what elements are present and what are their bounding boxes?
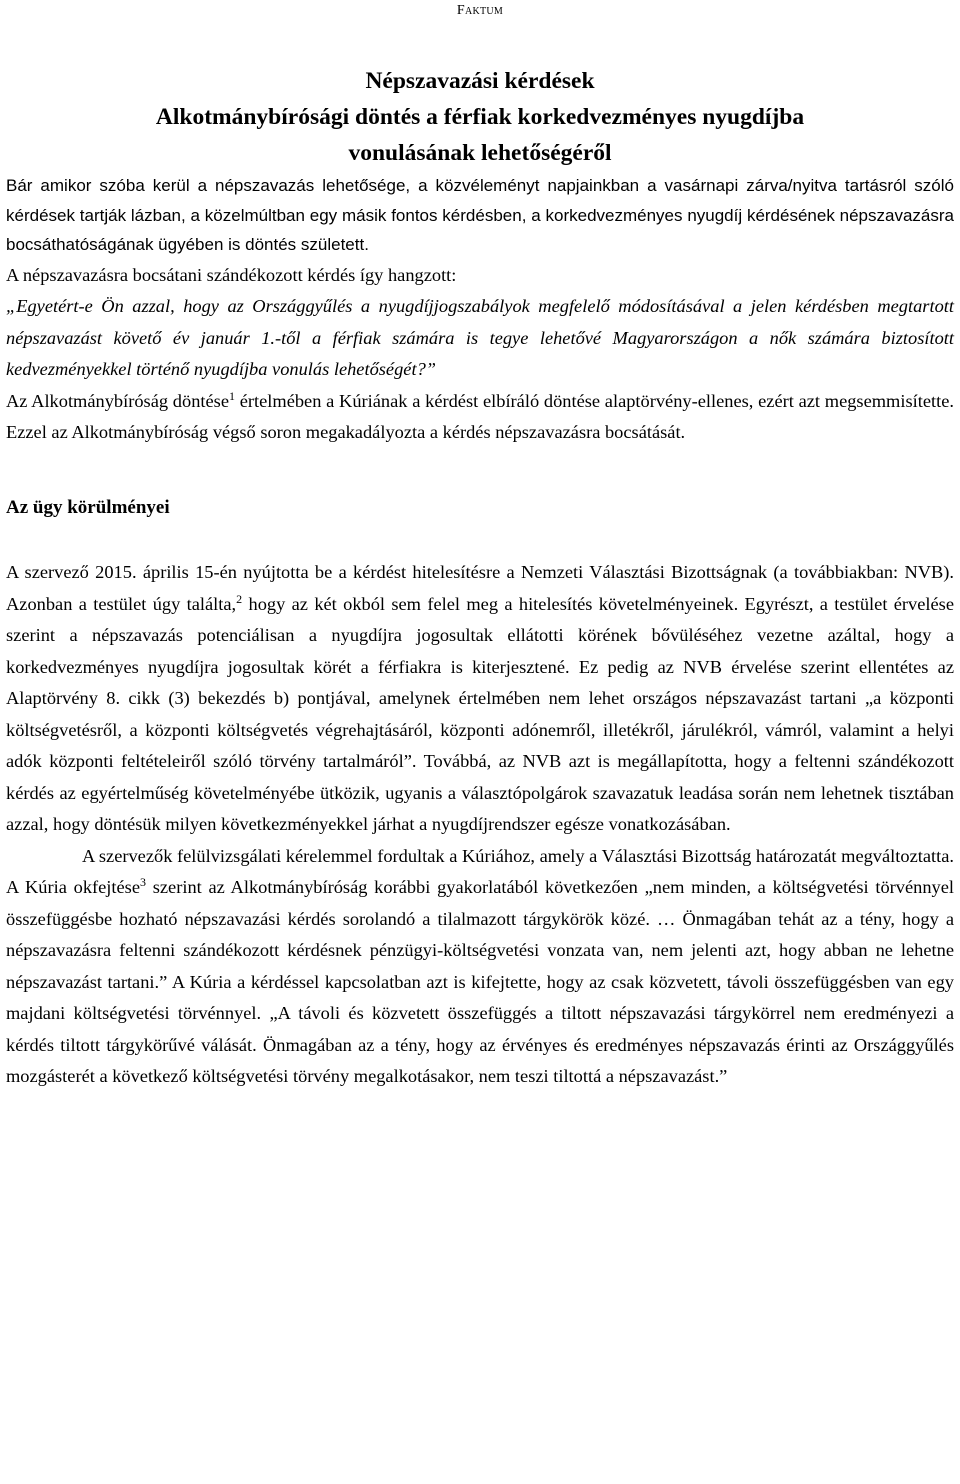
para2-text-start: A szervezők felülvizsgálati kérelemmel fordultak a Kúriához, amely a Választási Bizottság határozatát megváltoztatta. A Kúria okfejtése: [6, 845, 954, 897]
title-line-3: vonulásának lehetőségéről: [348, 140, 612, 166]
circumstances-paragraph-2: [6, 841, 954, 1093]
decision-paragraph: [6, 386, 954, 449]
circumstances-paragraph-1: [6, 557, 954, 841]
document-body: [6, 171, 954, 1093]
intro-paragraph: Bár amikor szóba kerül a népszavazás lehetősége, a közvéleményt napjainkban a vasárnapi zárva/nyitva tartásról szóló kérdések tartják lázban, a közelmúltban egy másik fontos kérdésben, a korkedvezményes nyugdíj kérdésének népszavazásra bocsáthatóságának ügyében is döntés született.: [6, 176, 954, 254]
footnote-ref-3[interactable]: 3: [140, 875, 146, 889]
decision-text-end: értelmében a Kúriának a kérdést elbíráló döntése alaptörvény-ellenes, ezért azt megsemmisítette. Ezzel az Alkotmánybíróság végső soron megakadályozta a kérdés népszavazásra bocsátását.: [6, 390, 954, 442]
title-line-1: Népszavazási kérdések: [365, 68, 595, 94]
footnote-ref-2[interactable]: 2: [236, 591, 243, 606]
question-intro: A népszavazásra bocsátani szándékozott kérdés így hangzott:: [6, 264, 457, 285]
title-line-2: Alkotmánybírósági döntés a férfiak korkedvezményes nyugdíjba: [155, 104, 805, 130]
document-title: [6, 63, 954, 171]
decision-text-start: Az Alkotmánybíróság döntése: [6, 390, 229, 411]
para1-text-end: hogy az két okból sem felel meg a hitelesítés követelményeinek. Egyrészt, a testület érvelése szerint a népszavazás potenciálisan a nyugdíjra jogosultak ellátotti körének bővüléséhez vezetne azáltal, hogy a korkedvezményes nyugdíjra jogosultak körét a férfiakra is kiterjesztené. Ez pedig az NVB érvelése szerint ellentétes az Alaptörvény 8. cikk (3) bekezdés b) pontjával, amelynek értelmében nem lehet országos népszavazást tartani „a központi költségvetésről, a központi költségvetés végrehajtásáról, központi adónemről, illetékről, járulékról, vámról, valamint a helyi adók központi feltételeiről szóló törvény tartalmáról”. Továbbá, az NVB azt is megállapította, hogy a feltenni szándékozott kérdés az egyértelműség követelményébe ütközik, ugyanis a választópolgárok szavazatuk leadása során nem lehetnek tisztában azzal, hogy döntésük milyen következményekkel járhat a nyugdíjrendszer egésze vonatkozásában.: [6, 593, 955, 834]
para1-text-start: A szervező 2015. április 15-én nyújtotta be a kérdést hitelesítésre a Nemzeti Választási Bizottságnak (a továbbiakban: NVB). Azonban a testület úgy találta,: [6, 562, 954, 614]
para2-text-end: szerint az Alkotmánybíróság korábbi gyakorlatából következően „nem minden, a költségvetési törvénnyel összefüggésbe hozható népszavazási kérdés sorolandó a tilalmazott tárgykörök közé. … Önmagában tehát az a tény, hogy a népszavazásra feltenni szándékozott kérdésnek pénzügyi-költségvetési vonzata van, nem jelenti azt, hogy abban ne lehetne népszavazást tartani.” A Kúria a kérdéssel kapcsolatban azt is kifejtette, hogy az csak közvetett, távoli összefüggésben van egy majdani költségvetési törvénnyel. „A távoli és közvetett összefüggés a tiltott népszavazási tárgykörrel nem eredményezi a kérdés tiltott tárgykörűvé válását. Önmagában az a tény, hogy az érvényes és eredményes népszavazás érinti az Országgyűlés mozgásterét a következő költségvetési törvény megalkotásakor, nem teszi tiltottá a népszavazást.”: [6, 877, 954, 1086]
section-heading: Az ügy körülményei: [6, 496, 170, 518]
page-header: Faktum: [456, 3, 504, 18]
referendum-question: „Egyetért-e Ön azzal, hogy az Országgyűlés a nyugdíjjogszabályok megfelelő módosításával a jelen kérdésben megtartott népszavazást követő év január 1.-től a férfiak számára is tegye lehetővé Magyarországon a nők számára biztosított kedvezményekkel történő nyugdíjba vonulás lehetőségét?”: [6, 296, 954, 379]
footnote-ref-1[interactable]: 1: [228, 388, 235, 403]
